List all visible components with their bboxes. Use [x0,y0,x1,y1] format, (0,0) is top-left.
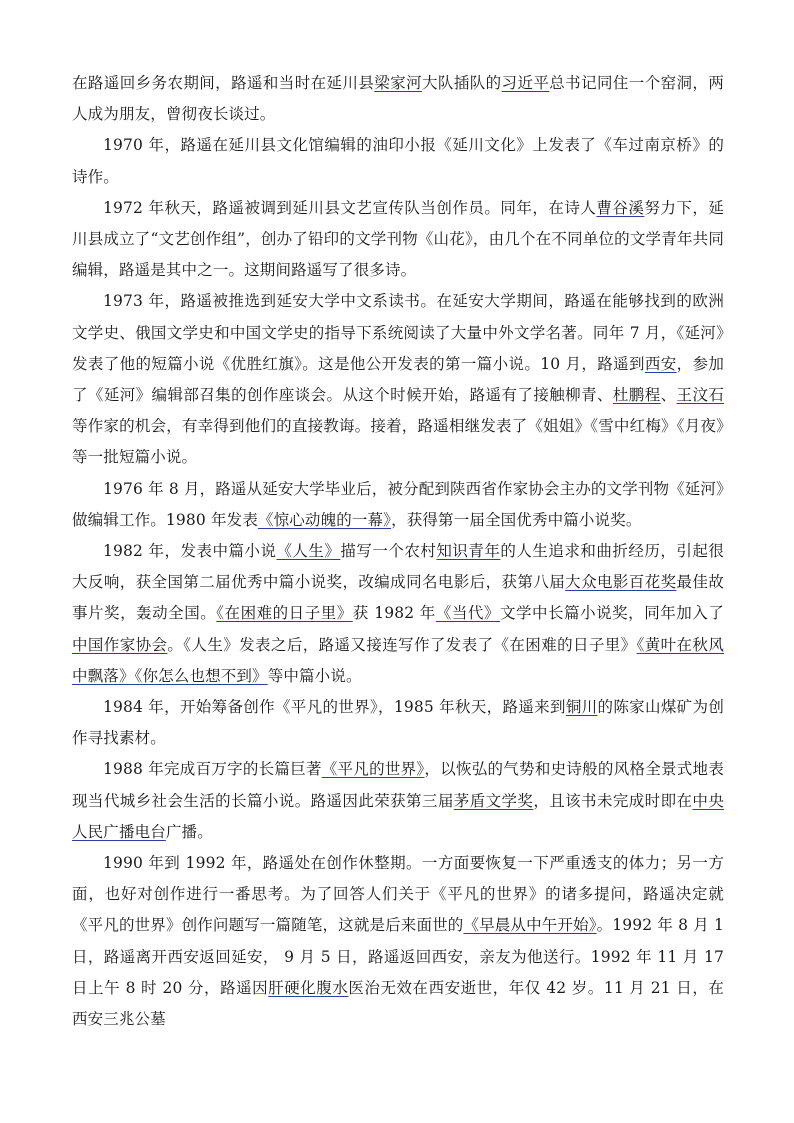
text-run: 1976 年 8 月，路遥从延安大学毕业后，被分配到陕西省作家协会主办的文学刊物《延河》做编辑工作。1980 年发表 [72,479,724,529]
hyperlink[interactable]: 《人生》 [276,542,341,561]
hyperlink[interactable]: 铜川 [565,698,598,717]
text-run: 描写一个农村 [340,542,437,561]
text-run: 的陈家山煤矿为创作寻找素材。 [72,698,724,748]
text-run: ，获得第一届全国优秀中篇小说奖。 [391,510,642,529]
text-run: 努力下，延川县成立了“文艺创作组”，创办了铅印的文学刊物《山花》，由几个在不同单位的文学青年共同编辑，路遥是其中之一。这期间路遥写了很多诗。 [72,198,724,280]
hyperlink[interactable]: 《在困难的日子里》 [216,604,353,623]
text-run: 1973 年，路遥被推选到延安大学中文系读书。在延安大学期间，路遥在能够找到的欧洲文学史、俄国文学史和中国文学史的指导下系统阅读了大量中外文学名著。同年 7 月，《延河》发表了他的短篇小说《优胜红旗》。这是他公开发表的第一篇小说。10 月，路遥到 [72,292,724,373]
text-run: 获 1982 年 [352,604,436,623]
paragraph [72,692,724,754]
hyperlink[interactable]: 习近平 [501,74,550,92]
text-run: 1972 年秋天，路遥被调到延川县文艺宣传队当创作员。同年，在诗人 [103,198,597,217]
hyperlink[interactable]: 梁家河 [374,74,422,92]
hyperlink[interactable]: 王汶石 [676,386,725,405]
hyperlink[interactable]: 中国作家协会 [72,635,168,654]
paragraph [72,286,724,473]
text-run: 1970 年，路遥在延川县文化馆编辑的油印小报《延川文化》上发表了《车过南京桥》的诗作。 [72,136,724,186]
text-run: ，且该书未完成时即在 [533,791,693,810]
text-run: 1984 年，开始筹备创作《平凡的世界》，1985 年秋天，路遥来到 [103,698,566,717]
text-run: 。《人生》发表之后，路遥又接连写作了发表了《在困难的日子里》 [167,635,637,654]
hyperlink[interactable]: 大众电影百花奖 [565,573,677,592]
hyperlink[interactable]: 中央人民广播电台 [72,791,724,841]
text-run: 总书记同住一个窑洞，两人成为朋友，曾彻夜长谈过。 [72,74,724,124]
paragraph [72,130,724,192]
text-run: 1982 年，发表中篇小说 [103,542,277,561]
hyperlink[interactable]: 《早晨从中午开始》 [463,916,597,935]
text-run: 文学中长篇小说奖，同年加入了 [499,604,724,623]
text-run: 1988 年完成百万字的长篇巨著 [103,760,322,779]
paragraph [72,536,724,692]
hyperlink[interactable]: 《惊心动魄的一幕》 [257,510,392,529]
text-run: 在路遥回乡务农期间，路遥和当时在延川县 [72,74,375,92]
text-run: 最佳故事片奖，轰动全国。 [72,573,724,623]
text-run: 广播。 [165,822,213,841]
paragraph [72,474,724,536]
hyperlink[interactable]: 杜鹏程 [612,386,661,405]
document-body [72,68,724,1035]
text-run: 大队插队的 [421,74,502,92]
text-run: ，参加了《延河》编辑部召集的创作座谈会。从这个时候开始，路遥有了接触柳青、 [72,354,724,405]
paragraph [72,68,724,130]
hyperlink[interactable]: 《你怎么也想不到》 [134,666,268,685]
hyperlink[interactable]: 西安 [644,354,677,373]
text-run: ，以恢弘的气势和史诗般的风格全景式地表现当代城乡社会生活的长篇小说。路遥因此荣获第三届 [72,760,724,810]
text-run: 的人生追求和曲折经历，引起很大反响，获全国第二届优秀中篇小说奖，改编成同名电影后，获第八届 [72,542,724,592]
hyperlink[interactable]: 肝硬化腹水 [268,978,349,997]
hyperlink[interactable]: 《平凡的世界》 [321,760,425,779]
text-run: 。1992 年 8 月 1 日，路遥离开西安返回延安， 9 月 5 日，路遥返回西安，亲友为他送行。1992 年 11 月 17 日上午 8 时 20 分，路遥因 [72,916,724,997]
hyperlink[interactable]: 曹谷溪 [596,198,645,217]
text-run: 等作家的机会，有幸得到他们的直接教诲。接着，路遥相继发表了《姐姐》《雪中红梅》《月夜》等一批短篇小说。 [72,417,724,467]
hyperlink[interactable]: 《黄叶在秋风中飘落》 [72,635,724,685]
text-run: 、 [660,386,677,405]
hyperlink[interactable]: 茅盾文学奖 [453,791,534,810]
hyperlink[interactable]: 《当代》 [435,604,500,623]
text-run: 医治无效在西安逝世，年仅 42 岁。11 月 21 日，在西安三兆公墓 [72,978,725,1029]
text-run: 等中篇小说。 [267,666,362,685]
paragraph [72,754,724,848]
hyperlink[interactable]: 知识青年 [436,542,501,561]
paragraph [72,193,724,287]
text-run: 1990 年到 1992 年，路遥处在创作休整期。一方面要恢复一下严重透支的体力；另一方面，也好对创作进行一番思考。为了回答人们关于《平凡的世界》的诸多提问，路遥决定就《平凡的世界》创作问题写一篇随笔，这就是后来面世的 [72,854,724,935]
paragraph [72,848,724,1035]
